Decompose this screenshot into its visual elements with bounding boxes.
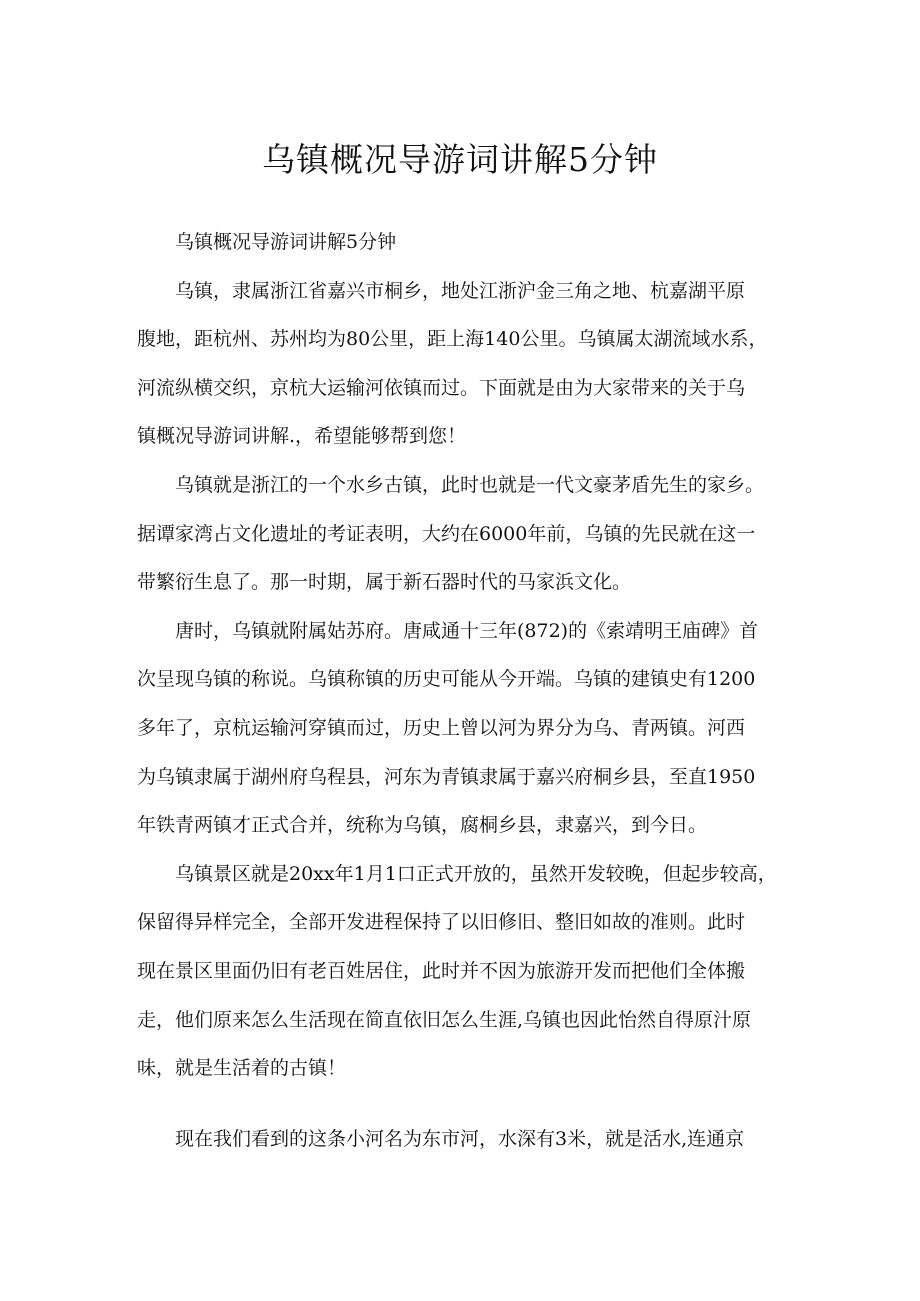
- text-line: 据谭家湾占文化遗址的考证表明，大约在6000年前，乌镇的先民就在这一: [137, 522, 756, 545]
- paragraph-history-origin: [137, 461, 793, 607]
- text-line: 乌镇景区就是20xx年1月1口正式开放的，虽然开发较晚，但起步较高，: [175, 862, 777, 885]
- text-line: 河流纵横交织，京杭大运输河依镇而过。下面就是由为大家带来的关于乌: [137, 376, 746, 399]
- text-line: 唐时，乌镇就附属姑苏府。唐咸通十三年(872)的《索靖明王庙碑》首: [175, 619, 759, 642]
- text-line: 乌镇，隶属浙江省嘉兴市桐乡，地处江浙沪金三角之地、杭嘉湖平原: [175, 279, 746, 302]
- paragraph-location: [137, 267, 793, 461]
- text-line: 乌镇概况导游词讲解5分钟: [175, 231, 397, 253]
- text-line: 乌镇就是浙江的一个水乡古镇，此时也就是一代文豪茅盾先生的家乡。: [175, 473, 765, 496]
- text-line: 带繁衍生息了。那一时期，属于新石器时代的马家浜文化。: [137, 571, 632, 594]
- text-line: 保留得异样完全，全部开发进程保持了以旧修旧、整旧如故的准则。此时: [137, 911, 746, 934]
- text-line: 多年了，京杭运输河穿镇而过，历史上曾以河为界分为乌、青两镇。河西: [137, 716, 746, 739]
- text-line: 味，就是生活着的古镇！: [137, 1057, 347, 1080]
- document-title: 乌镇概况导游词讲解5分钟: [262, 140, 658, 179]
- document-body: [137, 218, 793, 1163]
- paragraph-tang-history: [137, 607, 793, 850]
- text-line: 现在景区里面仍旧有老百姓居住，此时并不因为旅游开发而把他们全体搬: [137, 959, 746, 982]
- paragraph-east-river: [137, 1115, 793, 1164]
- paragraph-subtitle: [137, 218, 793, 267]
- text-line: 镇概况导游词讲解.，希望能够帮到您！: [137, 425, 467, 448]
- text-line: 现在我们看到的这条小河名为东市河，水深有3米，就是活水,连通京: [175, 1127, 745, 1150]
- text-line: 次呈现乌镇的称说。乌镇称镇的历史可能从今开端。乌镇的建镇史有1200: [137, 668, 756, 691]
- text-line: 为乌镇隶属于湖州府乌程县，河东为青镇隶属于嘉兴府桐乡县，至直1950: [137, 765, 756, 788]
- text-line: 年铁青两镇才正式合并，统称为乌镇，腐桐乡县，隶嘉兴，到今日。: [137, 814, 708, 837]
- text-line: 腹地，距杭州、苏州均为80公里，距上海140公里。乌镇属太湖流域水系，: [137, 328, 768, 351]
- paragraph-scenic-area: [137, 850, 793, 1093]
- text-line: 走，他们原来怎么生活现在简直依旧怎么生涯,乌镇也因此怡然自得原汁原: [137, 1008, 752, 1031]
